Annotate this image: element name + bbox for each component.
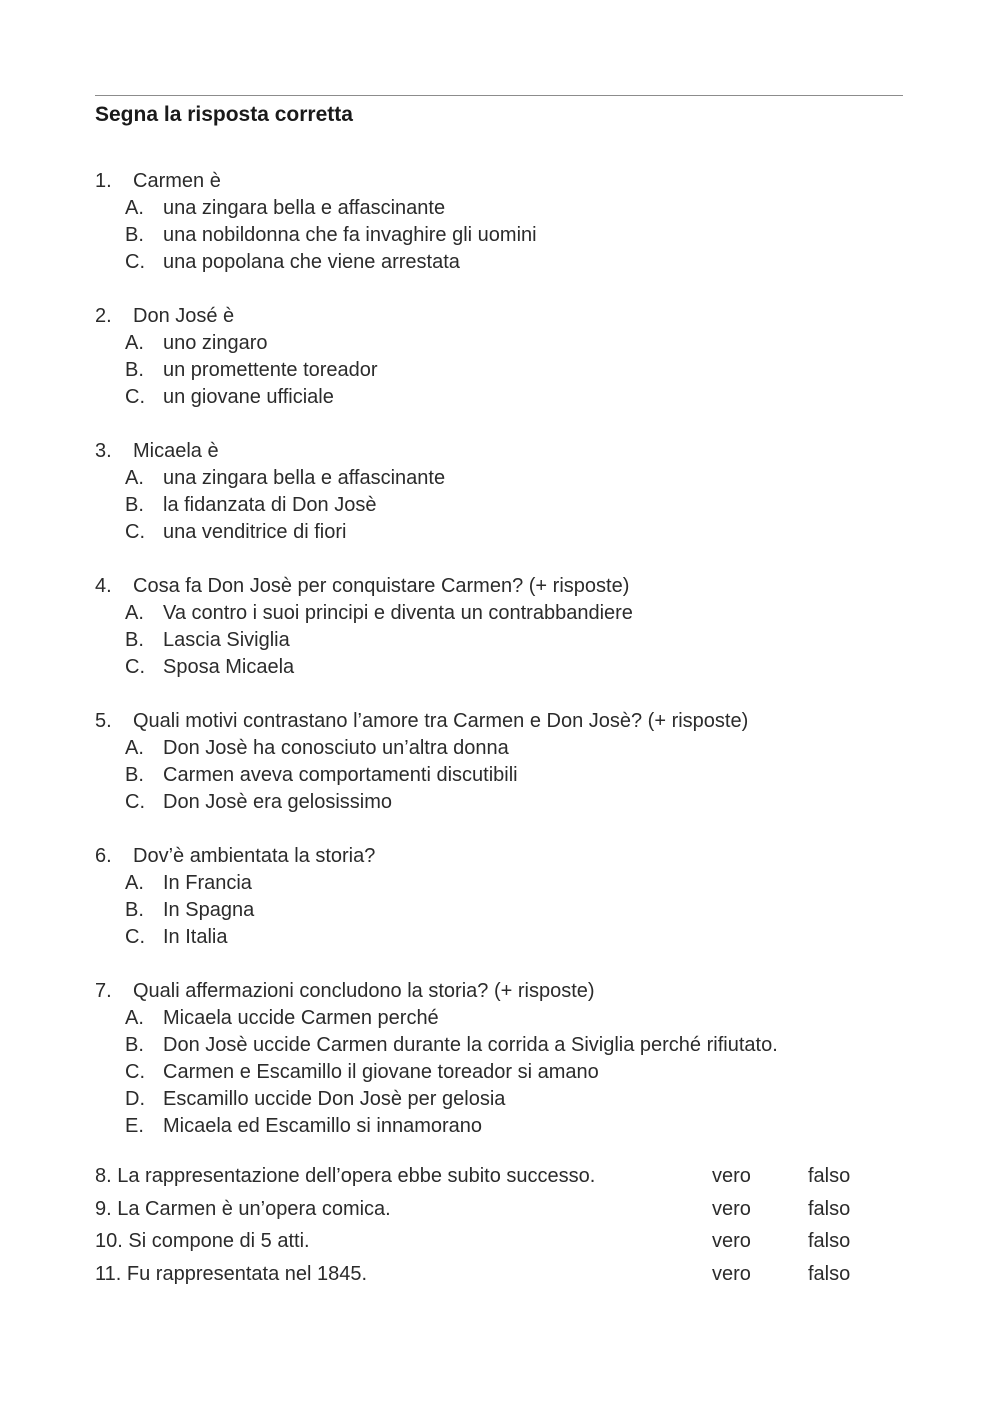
option-text: una nobildonna che fa invaghire gli uomini <box>163 224 537 246</box>
option-text: Micaela ed Escamillo si innamorano <box>163 1115 483 1137</box>
option-letter: D. <box>125 1088 145 1110</box>
option-text: Carmen aveva comportamenti discutibili <box>163 764 518 786</box>
vero-choice[interactable]: vero <box>712 1230 751 1252</box>
option-text: In Italia <box>163 926 228 948</box>
answer-option[interactable] <box>95 330 915 357</box>
answer-option[interactable] <box>95 1086 915 1113</box>
question-text: Dov’è ambientata la storia? <box>133 845 376 867</box>
question-number: 7. <box>95 980 112 1002</box>
question-text: Micaela è <box>133 440 219 462</box>
option-letter: C. <box>125 926 145 948</box>
question-stem <box>95 438 915 465</box>
option-text: Carmen e Escamillo il giovane toreador si amano <box>163 1061 599 1083</box>
statement-number: 9. <box>95 1197 112 1220</box>
question-number: 4. <box>95 575 112 597</box>
question-1 <box>95 168 915 276</box>
question-number: 3. <box>95 440 112 462</box>
option-text: Micaela uccide Carmen perché <box>163 1007 439 1029</box>
answer-option[interactable] <box>95 357 915 384</box>
answer-option[interactable] <box>95 195 915 222</box>
option-letter: A. <box>125 332 144 354</box>
answer-option[interactable] <box>95 1113 915 1140</box>
answer-option[interactable] <box>95 222 915 249</box>
answer-option[interactable] <box>95 789 915 816</box>
answer-option[interactable] <box>95 762 915 789</box>
statement-text: La Carmen è un’opera comica. <box>117 1197 391 1220</box>
option-letter: B. <box>125 899 144 921</box>
option-letter: C. <box>125 251 145 273</box>
answer-option[interactable] <box>95 897 915 924</box>
statement-number: 10. <box>95 1230 123 1252</box>
question-3 <box>95 438 915 546</box>
answer-option[interactable] <box>95 735 915 762</box>
option-letter: A. <box>125 737 144 759</box>
option-text: una zingara bella e affascinante <box>163 467 446 489</box>
option-text: In Spagna <box>163 899 255 921</box>
option-letter: C. <box>125 656 145 678</box>
option-text: un promettente toreador <box>163 359 378 381</box>
question-number: 2. <box>95 305 112 327</box>
option-letter: B. <box>125 1034 144 1056</box>
question-text: Quali motivi contrastano l’amore tra Carmen e Don Josè? (+ risposte) <box>133 710 749 732</box>
answer-option[interactable] <box>95 600 915 627</box>
option-text: una popolana che viene arrestata <box>163 251 460 273</box>
option-letter: C. <box>125 386 145 408</box>
question-text: Don José è <box>133 305 235 327</box>
statement-number: 8. <box>95 1165 112 1187</box>
answer-option[interactable] <box>95 465 915 492</box>
answer-option[interactable] <box>95 1059 915 1086</box>
answer-option[interactable] <box>95 870 915 897</box>
option-letter: A. <box>125 1007 144 1029</box>
question-4 <box>95 573 915 681</box>
true-false-row <box>95 1193 895 1226</box>
option-text: Escamillo uccide Don Josè per gelosia <box>163 1088 506 1110</box>
answer-option[interactable] <box>95 1032 915 1059</box>
option-letter: B. <box>125 494 144 516</box>
option-text: In Francia <box>163 872 252 894</box>
falso-choice[interactable]: falso <box>808 1165 851 1187</box>
question-text: Carmen è <box>133 170 221 192</box>
question-number: 1. <box>95 170 112 192</box>
falso-choice[interactable]: falso <box>808 1262 851 1285</box>
statement-text: La rappresentazione dell’opera ebbe subito successo. <box>117 1165 596 1187</box>
true-false-row <box>95 1225 895 1258</box>
option-text: Sposa Micaela <box>163 656 295 678</box>
option-text: Don Josè era gelosissimo <box>163 791 392 813</box>
falso-choice[interactable]: falso <box>808 1230 851 1252</box>
answer-option[interactable] <box>95 924 915 951</box>
option-letter: A. <box>125 872 144 894</box>
option-letter: B. <box>125 764 144 786</box>
option-letter: B. <box>125 629 144 651</box>
question-stem <box>95 168 915 195</box>
statement-text: Fu rappresentata nel 1845. <box>126 1262 368 1285</box>
option-letter: B. <box>125 224 144 246</box>
question-stem <box>95 303 915 330</box>
question-6 <box>95 843 915 951</box>
statement-text: Si compone di 5 atti. <box>128 1230 310 1252</box>
question-number: 6. <box>95 845 112 867</box>
option-text: Don Josè uccide Carmen durante la corrida a Siviglia perché rifiutato. <box>163 1034 778 1056</box>
option-text: Va contro i suoi principi e diventa un contrabbandiere <box>163 602 633 624</box>
question-number: 5. <box>95 710 112 732</box>
vero-choice[interactable]: vero <box>712 1197 751 1220</box>
question-stem <box>95 978 915 1005</box>
option-letter: C. <box>125 521 145 543</box>
top-divider <box>95 95 903 96</box>
answer-option[interactable] <box>95 249 915 276</box>
option-text: la fidanzata di Don Josè <box>163 494 377 516</box>
option-letter: C. <box>125 791 145 813</box>
option-letter: A. <box>125 467 144 489</box>
option-text: Don Josè ha conosciuto un’altra donna <box>163 737 509 759</box>
page-title: Segna la risposta corretta <box>95 103 353 126</box>
question-stem <box>95 573 915 600</box>
question-stem <box>95 843 915 870</box>
option-letter: C. <box>125 1061 145 1083</box>
question-7 <box>95 978 915 1140</box>
statement-number: 11. <box>95 1262 122 1285</box>
option-text: una zingara bella e affascinante <box>163 197 446 219</box>
question-stem <box>95 708 915 735</box>
answer-option[interactable] <box>95 519 915 546</box>
answer-option[interactable] <box>95 1005 915 1032</box>
vero-choice[interactable]: vero <box>712 1165 751 1187</box>
question-2 <box>95 303 915 411</box>
vero-choice[interactable]: vero <box>712 1262 751 1285</box>
option-text: una venditrice di fiori <box>163 521 347 543</box>
option-letter: B. <box>125 359 144 381</box>
option-letter: A. <box>125 602 144 624</box>
option-letter: E. <box>125 1115 144 1137</box>
answer-option[interactable] <box>95 654 915 681</box>
multiple-choice-list <box>95 168 915 1167</box>
true-false-list <box>95 1160 895 1290</box>
option-letter: A. <box>125 197 144 219</box>
question-5 <box>95 708 915 816</box>
answer-option[interactable] <box>95 384 915 411</box>
option-text: un giovane ufficiale <box>163 386 334 408</box>
true-false-row <box>95 1258 895 1291</box>
falso-choice[interactable]: falso <box>808 1197 851 1220</box>
option-text: uno zingaro <box>163 332 268 354</box>
answer-option[interactable] <box>95 492 915 519</box>
answer-option[interactable] <box>95 627 915 654</box>
question-text: Quali affermazioni concludono la storia? (+ risposte) <box>133 980 595 1002</box>
true-false-row <box>95 1160 895 1193</box>
question-text: Cosa fa Don Josè per conquistare Carmen? (+ risposte) <box>133 575 630 597</box>
option-text: Lascia Siviglia <box>163 629 290 651</box>
